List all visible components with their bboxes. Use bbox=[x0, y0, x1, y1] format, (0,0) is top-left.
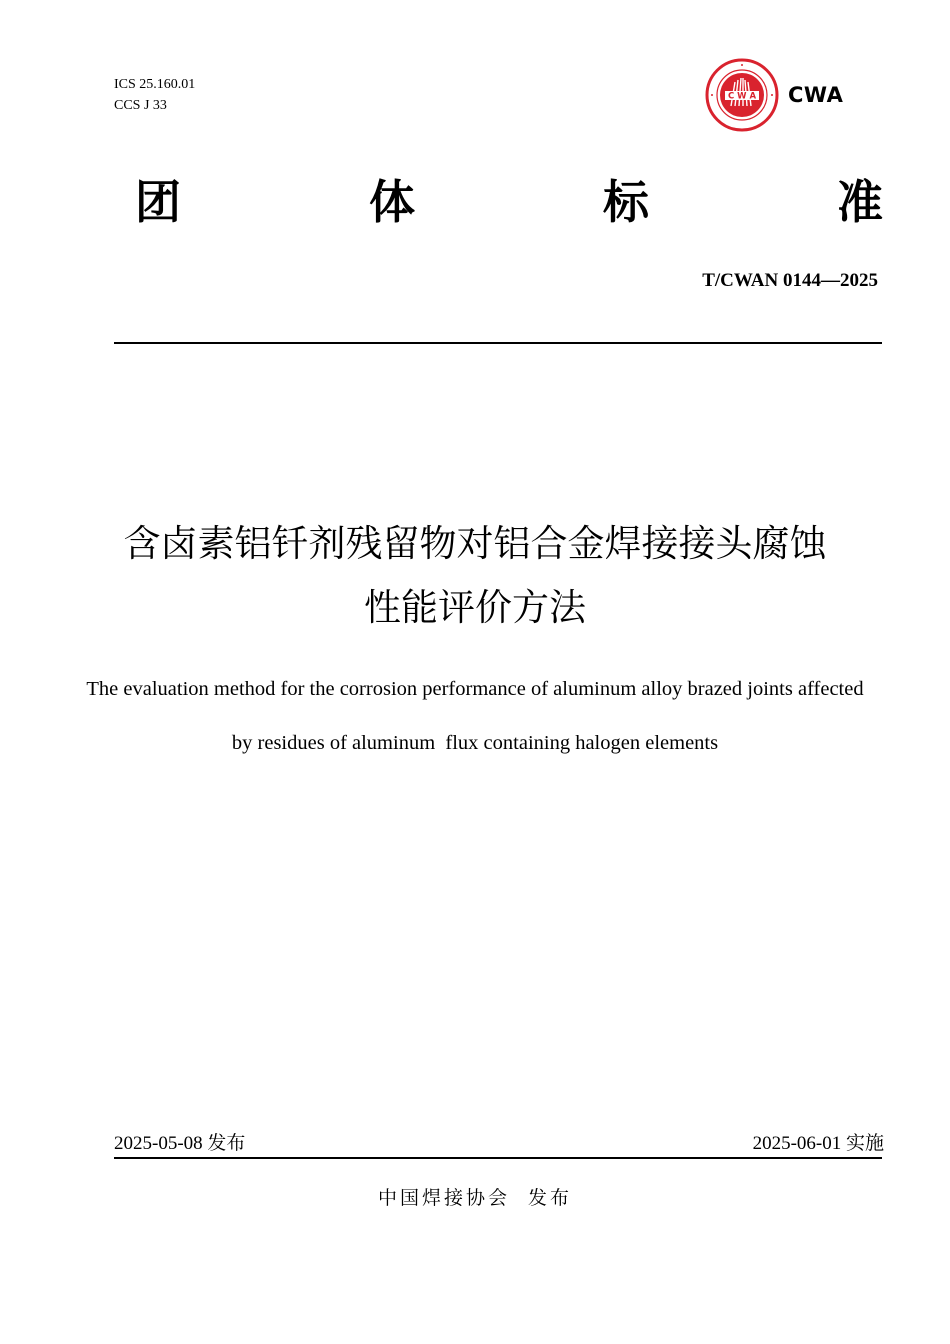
classification-codes bbox=[114, 74, 195, 116]
chinese-title bbox=[40, 512, 910, 640]
publisher: 中国焊接协会 发布 bbox=[377, 1187, 573, 1209]
ics-code: ICS 25.160.01 bbox=[114, 77, 196, 92]
top-divider bbox=[114, 342, 882, 344]
svg-text:C W A: C W A bbox=[727, 91, 757, 102]
english-title bbox=[20, 662, 930, 770]
logo-wordmark: CWA bbox=[788, 83, 844, 107]
implementation-date: 2025-06-01 实施 bbox=[752, 1133, 884, 1154]
standard-kind-char: 准 bbox=[837, 175, 883, 229]
chinese-title-line: 性能评价方法 bbox=[364, 586, 586, 629]
bottom-divider bbox=[114, 1157, 882, 1159]
standard-kind-char: 体 bbox=[369, 175, 415, 229]
issue-date: 2025-05-08 发布 bbox=[114, 1133, 246, 1154]
chinese-title-line: 含卤素铝钎剂残留物对铝合金焊接接头腐蚀 bbox=[123, 522, 827, 565]
english-title-line: The evaluation method for the corrosion performance of aluminum alloy brazed joints affected bbox=[86, 678, 864, 700]
standard-kind-title bbox=[135, 168, 883, 230]
ccs-code: CCS J 33 bbox=[114, 98, 167, 113]
english-title-line: by residues of aluminum flux containing halogen elements bbox=[231, 732, 719, 754]
cwa-logo-icon bbox=[705, 58, 779, 132]
standard-kind-char: 标 bbox=[603, 175, 649, 229]
standard-kind-char: 团 bbox=[135, 175, 181, 229]
standard-number: T/CWAN 0144—2025 bbox=[702, 270, 878, 291]
